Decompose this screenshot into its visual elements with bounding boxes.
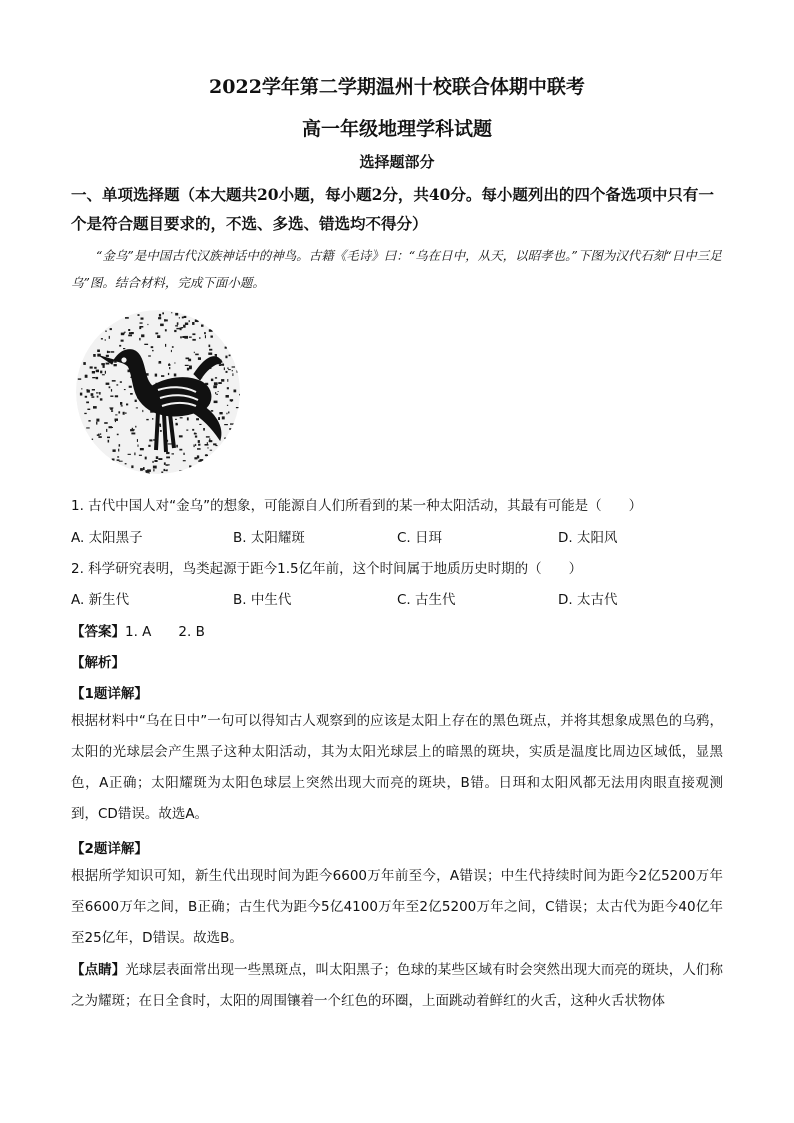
detail-2-text: 根据所学知识可知，新生代出现时间为距今6600万年前至今，A错误；中生代持续时间为距今2亿5200万年至6600万年之间，B正确；古生代为距今5亿4100万年至2亿5200万年之间，C错误；太古代为距今40亿年至25亿年，D错误。故选B。 xyxy=(71,868,723,946)
material-intro: “金乌”是中国古代汉族神话中的神鸟。古籍《毛诗》曰：“乌在日中，从天，以昭孝也。”下图为汉代石刻“日中三足乌”图。结合材料，完成下面小题。 xyxy=(71,248,722,290)
q1-option-a: A. 太阳黑子 xyxy=(71,530,143,546)
detail-1-text: 根据材料中“乌在日中”一句可以得知古人观察到的应该是太阳上存在的黑色斑点，并将其想象成黑色的乌鸦，太阳的光球层会产生黑子这种太阳活动，其为太阳光球层上的暗黑的斑块，实质是温度比周边区域低，显黑色，A正确；太阳耀斑为太阳色球层上突然出现大而亮的斑块，B错。日珥和太阳风都无法用肉眼直接观测到，CD错误。故选A。 xyxy=(71,713,723,822)
detail-1-label: 【1题详解】 xyxy=(71,686,148,702)
exam-title: 2022学年第二学期温州十校联合体期中联考 xyxy=(209,76,585,98)
part-heading: 选择题部分 xyxy=(359,153,435,171)
question-1: 1. 古代中国人对“金乌”的想象，可能源自人们所看到的某一种太阳活动，其最有可能是（ ） xyxy=(71,498,643,514)
q2-option-b: B. 中生代 xyxy=(233,592,292,608)
q1-option-b: B. 太阳耀斑 xyxy=(233,530,305,546)
answer-line xyxy=(71,620,723,640)
analysis-label: 【解析】 xyxy=(71,655,125,671)
section-heading: 一、单项选择题（本大题共20小题，每小题2分，共40分。每小题列出的四个备选项中只有一个是符合题目要求的，不选、多选、错选均不得分） xyxy=(71,185,714,233)
three-legged-crow-rubbing-image xyxy=(74,308,242,476)
detail-2-label: 【2题详解】 xyxy=(71,841,148,857)
exam-subtitle: 高一年级地理学科试题 xyxy=(301,118,492,140)
answer-label: 【答案】 xyxy=(71,624,125,640)
q1-option-c: C. 日珥 xyxy=(397,530,443,546)
question-2: 2. 科学研究表明，鸟类起源于距今1.5亿年前，这个时间属于地质历史时期的（ ） xyxy=(71,561,583,577)
note-text: 光球层表面常出现一些黑斑点，叫太阳黑子；色球的某些区域有时会突然出现大而亮的斑块，人们称之为耀斑；在日全食时，太阳的周围镶着一个红色的环圈，上面跳动着鲜红的火舌，这种火舌状物体 xyxy=(71,962,724,1009)
note-paragraph xyxy=(71,955,723,1017)
q1-option-d: D. 太阳风 xyxy=(558,530,618,546)
q2-option-d: D. 太古代 xyxy=(558,592,618,608)
answer-text: 1. A 2. B xyxy=(125,624,205,640)
q2-option-a: A. 新生代 xyxy=(71,592,130,608)
q2-option-c: C. 古生代 xyxy=(397,592,456,608)
note-label: 【点睛】 xyxy=(71,962,126,978)
